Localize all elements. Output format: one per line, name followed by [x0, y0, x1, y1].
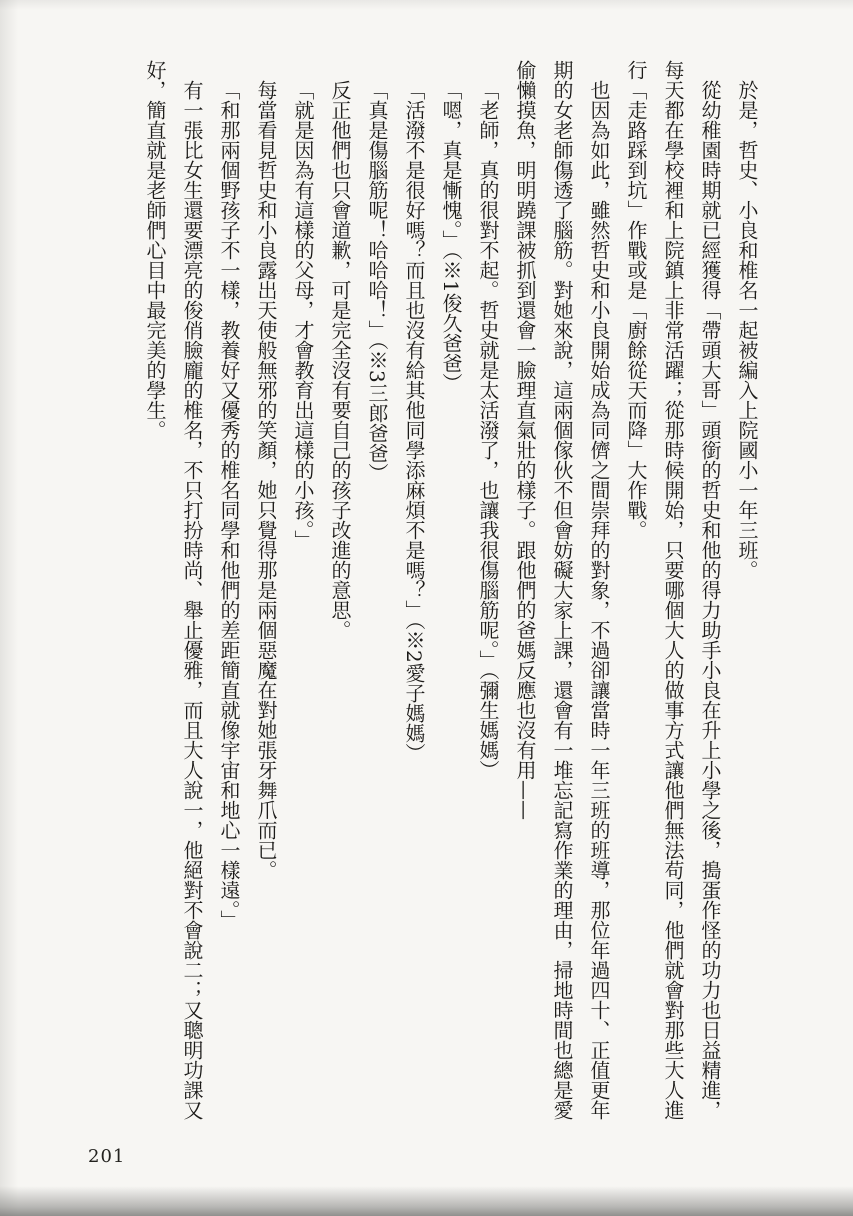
paragraph-dialogue: 「和那兩個野孩子不一樣，教養好又優秀的椎名同學和他們的差距簡直就像宇宙和地心一樣遠。」 — [217, 80, 241, 930]
paragraph-dialogue: 「活潑不是很好嗎？而且也沒有給其他同學添麻煩不是嗎？」（※2愛子媽媽） — [402, 80, 426, 763]
paragraph: 也因為如此，雖然哲史和小良開始成為同儕之間崇拜的對象，不過卻讓當時一年三班的班導，那位年過四十、正值更年期的女老師傷透了腦筋。對她來說，這兩個傢伙不但會妨礙大家上課，還會有一堆忘記寫作業的理由，掃地時間也總是愛偷懶摸魚，明明蹺課被抓到還會一臉理直氣壯的樣子。跟他們的爸媽反應也沒有用—— — [513, 60, 611, 1120]
body-text — [117, 60, 765, 1120]
paragraph-dialogue: 「嗯，真是慚愧。」（※1俊久爸爸） — [439, 80, 463, 393]
paragraph-dialogue: 「真是傷腦筋呢！哈哈哈！」（※3三郎爸爸） — [365, 80, 389, 483]
paragraph: 每當看見哲史和小良露出天使般無邪的笑顏，她只覺得那是兩個惡魔在對她張牙舞爪而已。 — [254, 80, 278, 880]
scan-shadow-left — [0, 0, 18, 1216]
page-number: 201 — [88, 1146, 126, 1167]
paragraph: 有一張比女生還要漂亮的俊俏臉龐的椎名，不只打扮時尚、舉止優雅，而且大人說一，他絕對不會說二；又聰明功課又好，簡直就是老師們心目中最完美的學生。 — [143, 60, 204, 1120]
paragraph-dialogue: 「就是因為有這樣的父母，才會教育出這樣的小孩。」 — [291, 80, 315, 550]
scan-shadow-bottom — [0, 1186, 853, 1216]
paragraph: 於是，哲史、小良和椎名一起被編入上院國小一年三班。 — [735, 80, 759, 580]
paragraph-dialogue: 「老師，真的很對不起。哲史就是太活潑了，也讓我很傷腦筋呢。」（彌生媽媽） — [476, 80, 500, 780]
paragraph: 從幼稚園時期就已經獲得「帶頭大哥」頭銜的哲史和他的得力助手小良在升上小學之後，搗蛋作怪的功力也日益精進，每天都在學校裡和上院鎮上非常活躍；從那時候開始，只要哪個大人的做事方式讓他們無法苟同，他們就會對那些大人進行「走路踩到坑」作戰或是「廚餘從天而降」大作戰。 — [624, 60, 722, 1120]
paragraph: 反正他們也只會道歉，可是完全沒有要自己的孩子改進的意思。 — [328, 80, 352, 640]
scan-shadow-top — [0, 0, 853, 10]
